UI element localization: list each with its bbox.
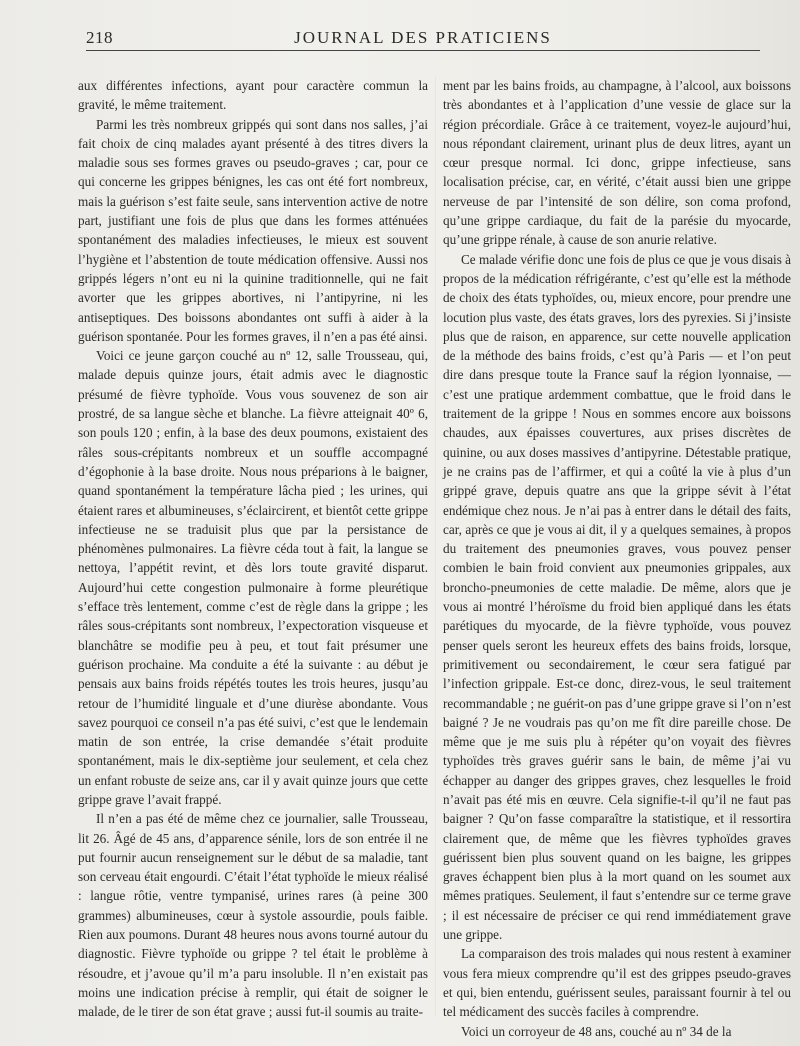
paragraph: Ce malade vérifie donc une fois de plus ce que je vous disais à propos de la médication réfrigérante, c’est qu’elle est la méthode de choix des états typhoïdes, ou, mieux encore, pour prendre une locution plus vaste, des états graves, lors des pyrexies. Si j’insiste plus que de raison, en apparence, sur cette nouvelle application de la méthode des bains froids, c’est qu’à Paris — et l’on peut dire dans presque toute la France sauf la région lyonnaise, — c’est une pratique ardemment combattue, que le froid dans le traitement de la grippe ! Nous en sommes encore aux boissons chaudes, aux épaisses couvertures, aux prises discrètes de quinine, ou aux doses massives d’antipyrine. Détestable pratique, je ne crains pas de l’affirmer, et qui a coûté la vie à plus d’un grippé grave, depuis quatre ans que la grippe sévit à l’état endémique chez nous. Je n’ai pas à entrer dans le détail des faits, car, après ce que je vous ai dit, il y a quelques semaines, à propos du traitement des pneumonies graves, vous pouvez penser combien le bain froid convient aux pneumonies grippales, aux broncho-pneumonies de cette maladie. De même, alors que je vous ai montré l’héroïsme du froid bien appliqué dans les états parétiques du myocarde, de la fièvre typhoïde, vous pouvez penser quels seront les heureux effets des bains froids, lorsque, primitivement ou secondairement, le cœur sera fatigué par l’infection grippale. Est-ce donc, direz-vous, le seul traitement recommandable ; ne guérit-on pas d’une grippe grave si l’on n’est baigné ? Je ne voudrais pas qu’on me fît dire pareille chose. De même que je me suis plu à répéter qu’on voyait des fièvres typhoïdes très graves guérir sans le bain, de même j’ai vu échapper au danger des grippes graves, chez lesquelles le froid n’avait pas été mis en œuvre. Cela signifie-t-il qu’il ne faut pas baigner ? Qu’on fasse comparaître la statistique, et il ressortira clairement que, de même que les fièvres typhoïdes graves guérissent bien plus souvent quand on les baigne, les grippes graves échappent bien plus à la mort quand on les soumet aux mêmes pratiques. Seulement, il faut s’entendre sur ce terme grave ; il est nécessaire de préciser ce qui rend immédiatement grave une grippe. — [443, 251, 791, 943]
right-column — [443, 76, 791, 1041]
paragraph: Voici un corroyeur de 48 ans, couché au nº 34 de la — [461, 1023, 732, 1039]
paragraph: Il n’en a pas été de même chez ce journalier, salle Trousseau, lit 26. Âgé de 45 ans, d’apparence sénile, lors de son entrée il ne put fournir aucun renseignement sur le début de sa maladie, tant son cerveau était engourdi. C’était l’état typhoïde le mieux réalisé : langue rôtie, ventre tympanisé, urines rares (à peine 300 grammes) albumineuses, cœur à systole assourdie, pouls faible. Rien aux poumons. Durant 48 heures nous avons tourné autour du diagnostic. Fièvre typhoïde ou grippe ? tel était le problème à résoudre, et j’avoue qu’il m’a paru insoluble. Il n’en existait pas moins une indication précise à remplir, qui était de soigner le malade, de le tirer de son état grave ; aussi fut-il soumis au traite- — [78, 811, 428, 1020]
paragraph: aux différentes infections, ayant pour caractère commun la gravité, le même traitement. — [78, 78, 428, 113]
page-number: 218 — [86, 28, 113, 47]
page-header — [86, 24, 760, 51]
paragraph: La comparaison des trois malades qui nous restent à examiner vous fera mieux comprendre qu’il est des grippes pseudo-graves et qui, bien entendu, guérissent seules, paraissant fournir à tel ou tel médicament des succès faciles à comprendre. — [443, 946, 791, 1020]
paragraph: ment par les bains froids, au champagne, à l’alcool, aux boissons très abondantes et à l’application d’une vessie de glace sur la région précordiale. Grâce à ce traitement, voyez-le aujourd’hui, nous répondant clairement, urinant plus de deux litres, ayant un cœur presque normal. Ici donc, grippe infectieuse, sans localisation précise, car, en vérité, c’était aussi bien une grippe nerveuse de par l’intensité de son délire, son coma profond, qu’une grippe cardiaque, du fait de la parésie du myocarde, qu’une grippe rénale, à cause de son anurie relative. — [443, 78, 791, 248]
paragraph: Parmi les très nombreux grippés qui sont dans nos salles, j’ai fait choix de cinq malades ayant présenté à des titres divers la maladie sous ses formes graves ou pseudo-graves ; car, pour ce qui concerne les grippes bénignes, les cas ont été fort nombreux, mais la guérison s’est faite seule, sans intervention active de notre part, justifiant une fois de plus que dans les formes atténuées spontanément des maladies infectieuses, le mieux est souvent l’hygiène et l’abstention de toute médication offensive. Aussi nos grippés légers n’ont eu ni la quinine traditionnelle, qui ne fait avorter que les grippes abortives, ni l’antipyrine, ni les antiseptiques. Des boissons abondantes ont suffi à aider à la guérison spontanée. Pour les formes graves, il n’en a pas été ainsi. — [78, 116, 428, 344]
journal-title: JOURNAL DES PRATICIENS — [294, 28, 552, 47]
left-column — [78, 76, 428, 1022]
column-gutter — [435, 76, 436, 1016]
paragraph: Voici ce jeune garçon couché au nº 12, salle Trousseau, qui, malade depuis quinze jours, était admis avec le diagnostic présumé de fièvre typhoïde. Vous vous souvenez de son air prostré, de sa langue sèche et blanche. La fièvre atteignait 40º 6, son pouls 120 ; enfin, à la base des deux poumons, existaient des râles sous-crépitants nombreux et un souffle accompagné d’égophonie à la base droite. Nous nous préparions à le baigner, quand spontanément la température lâcha pied ; les urines, qui étaient rares et albumineuses, s’éclaircirent, et bientôt cette grippe infectieuse ne se traduisit plus que par la persistance de phénomènes pulmonaires. La fièvre céda tout à fait, la langue se nettoya, l’appétit revint, et dès lors toute gravité disparut. Aujourd’hui cette congestion pulmonaire à forme pleurétique s’efface très lentement, comme c’est de règle dans la grippe ; les râles sous-crépitants sont nombreux, l’expectoration visqueuse et blanchâtre se modifie peu à peu, et tout fait présumer une guérison prochaine. Ma conduite a été la suivante : au début je pensais aux bains froids répétés toutes les trois heures, jusqu’au retour de l’humidité linguale et d’une diurèse abondante. Vous savez pourquoi ce conseil n’a pas été suivi, c’est que le lendemain matin de son entrée, la crise demandée s’était produite spontanément, mais le dix-septième jour seulement, et cela chez un enfant robuste de seize ans, car il y avait quinze jours que cette grippe grave l’avait frappé. — [78, 348, 428, 807]
